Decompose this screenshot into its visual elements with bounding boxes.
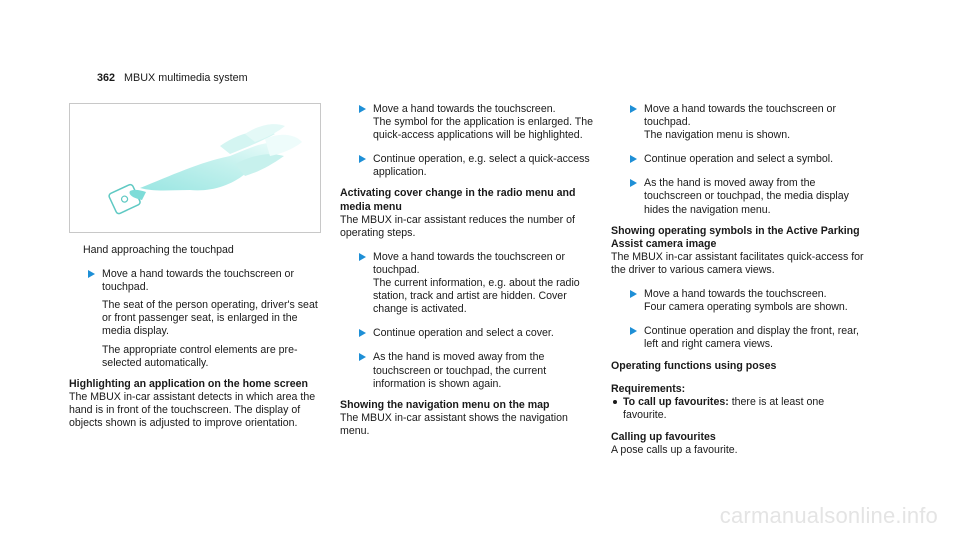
step-arrow-icon	[630, 105, 637, 113]
page-number: 362	[97, 72, 116, 84]
step-result: The current information, e.g. about the radio station, track and artist are hidden. Cover change is activated.	[373, 277, 580, 316]
step-arrow-icon	[630, 327, 637, 335]
step-arrow-icon	[359, 155, 366, 163]
requirement-text: there is at least one favourite.	[623, 395, 825, 421]
instruction-step	[340, 251, 595, 316]
step-arrow-icon	[630, 290, 637, 298]
requirement-name: To call up favourites:	[623, 395, 729, 408]
section-text: The MBUX in-car assistant facilitates quick-access for the driver to various camera views.	[611, 250, 864, 276]
instruction-step	[340, 351, 595, 390]
instruction-step	[611, 325, 866, 351]
step-arrow-icon	[359, 353, 366, 361]
section-heading: Activating cover change in the radio menu and media menu	[340, 187, 576, 213]
figure-caption: Hand approaching the touchpad	[83, 244, 234, 256]
step-text: Continue operation and select a cover.	[373, 327, 554, 340]
step-arrow-icon	[630, 155, 637, 163]
instruction-step	[611, 103, 866, 142]
section-heading: Calling up favourites	[611, 430, 716, 443]
step-arrow-icon	[359, 329, 366, 337]
instruction-step	[340, 327, 595, 340]
step-result: The navigation menu is shown.	[644, 129, 791, 142]
requirements-label: Requirements:	[611, 382, 686, 395]
step-text: As the hand is moved away from the touchscreen or touchpad, the current information is shown again.	[373, 351, 547, 390]
hand-approaching-figure	[69, 103, 321, 233]
section-text: The MBUX in-car assistant detects in which area the hand is in front of the touchscreen. The display of objects shown is adjusted to improve orientation.	[69, 390, 316, 430]
step-text: Continue operation and display the front, rear, left and right camera views.	[644, 325, 859, 351]
watermark: carmanualsonline.info	[719, 503, 938, 528]
step-text: Move a hand towards the touchscreen or touchpad.	[102, 268, 294, 294]
page-header	[97, 72, 248, 85]
step-text: Move a hand towards the touchscreen.	[644, 288, 827, 301]
requirement-item	[611, 396, 866, 422]
step-arrow-icon	[88, 270, 95, 278]
instruction-step	[69, 268, 324, 370]
instruction-step	[340, 153, 595, 179]
step-text: Continue operation, e.g. select a quick-access application.	[373, 153, 590, 179]
step-result: The appropriate control elements are pre-selected automatically.	[102, 343, 298, 369]
step-result: The seat of the person operating, driver's seat or front passenger seat, is enlarged in the media display.	[102, 299, 318, 338]
step-arrow-icon	[359, 253, 366, 261]
column-3	[611, 103, 866, 457]
step-result: Four camera operating symbols are shown.	[644, 301, 848, 314]
bullet-icon	[613, 400, 617, 404]
section-heading: Operating functions using poses	[611, 360, 777, 373]
instruction-step	[611, 177, 866, 216]
instruction-step	[611, 288, 866, 314]
hand-illustration-icon	[70, 104, 320, 232]
section-text: A pose calls up a favourite.	[611, 443, 738, 456]
step-text: Move a hand towards the touchscreen or touchpad.	[373, 250, 565, 276]
step-arrow-icon	[630, 179, 637, 187]
page-title: MBUX multimedia system	[124, 72, 248, 84]
instruction-step	[340, 103, 595, 142]
column-1	[69, 103, 324, 430]
step-arrow-icon	[359, 105, 366, 113]
instruction-step	[611, 153, 866, 166]
section-heading: Showing the navigation menu on the map	[340, 398, 550, 411]
step-result: The symbol for the application is enlarged. The quick-access applications will be highlighted.	[373, 116, 594, 142]
section-heading: Showing operating symbols in the Active Parking Assist camera image	[611, 224, 860, 250]
step-text: Move a hand towards the touchscreen or touchpad.	[644, 103, 836, 129]
column-2	[340, 103, 595, 438]
step-text: Move a hand towards the touchscreen.	[373, 103, 556, 115]
step-text: Continue operation and select a symbol.	[644, 153, 834, 166]
section-text: The MBUX in-car assistant reduces the number of operating steps.	[340, 213, 575, 239]
section-heading: Highlighting an application on the home screen	[69, 377, 308, 390]
section-text: The MBUX in-car assistant shows the navigation menu.	[340, 411, 568, 437]
step-text: As the hand is moved away from the touchscreen or touchpad, the media display hides the navigation menu.	[644, 177, 849, 216]
